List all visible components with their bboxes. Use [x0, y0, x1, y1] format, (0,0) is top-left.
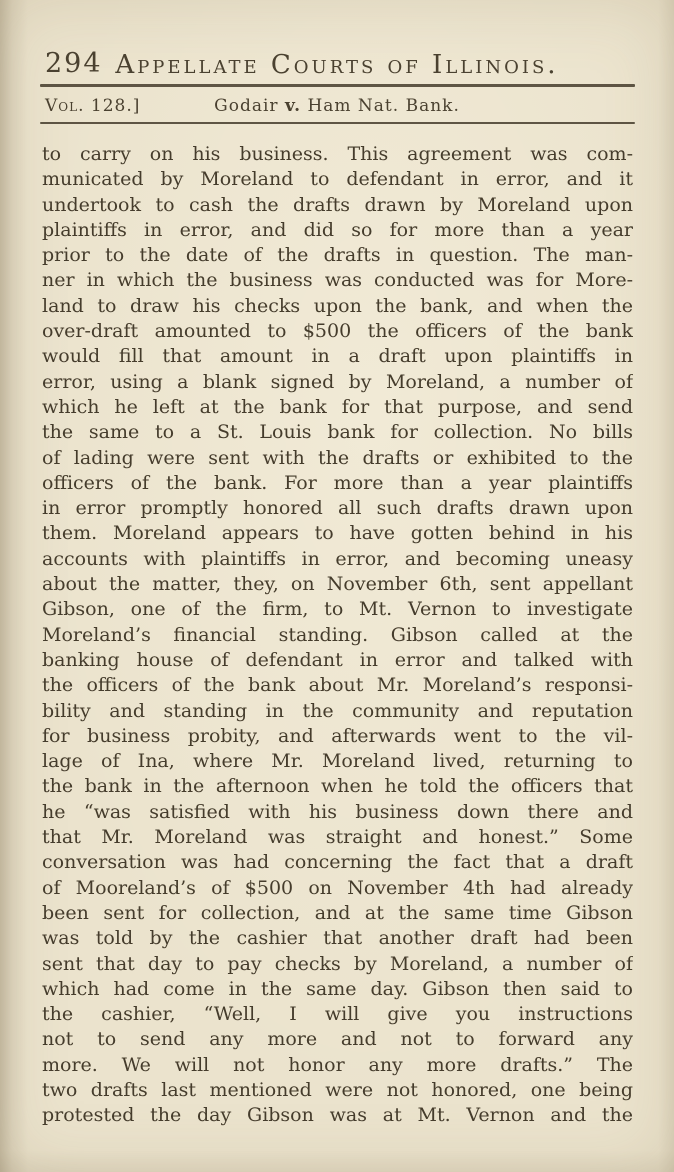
text-line: officers of the bank. For more than a year plaintiffs [42, 471, 633, 494]
text-line: error, using a blank signed by Moreland, a number of [42, 370, 633, 393]
running-title: Appellate Courts of Illinois. [115, 50, 559, 80]
text-line: Moreland’s financial standing. Gibson called at the [42, 623, 633, 646]
case-name-versus: v. [284, 96, 302, 116]
text-line: which he left at the bank for that purpose, and send [42, 395, 633, 418]
text-line: over-draft amounted to $500 the officers of the bank [42, 320, 633, 343]
text-line: not to send any more and not to forward any [42, 1028, 633, 1051]
text-line: conversation was had concerning the fact that a draft [42, 851, 633, 874]
case-name [0, 96, 674, 116]
text-line: banking house of defendant in error and talked with [42, 648, 633, 671]
text-line: the cashier, “Well, I will give you instructions [42, 1003, 633, 1026]
text-line: would fill that amount in a draft upon plaintiffs in [42, 345, 633, 368]
text-line: for business probity, and afterwards went to the vil- [42, 724, 633, 747]
text-line: accounts with plaintiffs in error, and becoming uneasy [42, 547, 633, 570]
text-line: plaintiffs in error, and did so for more than a year [42, 218, 633, 241]
text-line: of Mooreland’s of $500 on November 4th had already [42, 876, 633, 899]
text-line: Gibson, one of the firm, to Mt. Vernon to investigate [42, 598, 633, 621]
volume-label: Vol. 128.] [45, 96, 141, 116]
case-name-right: Ham Nat. Bank. [307, 96, 460, 116]
text-line: the bank in the afternoon when he told the officers that [42, 775, 633, 798]
text-line: the same to a St. Louis bank for collection. No bills [42, 421, 633, 444]
text-line: in error promptly honored all such drafts drawn upon [42, 497, 633, 520]
header-rule-bottom [40, 122, 635, 124]
header-rule-top [40, 84, 635, 87]
text-line: undertook to cash the drafts drawn by Moreland upon [42, 193, 633, 216]
text-line: protested the day Gibson was at Mt. Vernon and the [42, 1104, 633, 1127]
text-line: of lading were sent with the drafts or exhibited to the [42, 446, 633, 469]
text-line: was told by the cashier that another draft had been [42, 927, 633, 950]
text-line: to carry on his business. This agreement was com- [42, 143, 633, 165]
text-line: he “was satisfied with his business down there and [42, 800, 633, 823]
case-name-left: Godair [214, 96, 279, 116]
text-line: prior to the date of the drafts in question. The man- [42, 244, 633, 267]
text-line: more. We will not honor any more drafts.” The [42, 1053, 633, 1076]
text-line: lage of Ina, where Mr. Moreland lived, returning to [42, 750, 633, 773]
text-line: two drafts last mentioned were not honored, one being [42, 1078, 633, 1101]
text-line: about the matter, they, on November 6th, sent appellant [42, 573, 633, 596]
text-line: that Mr. Moreland was straight and honest.” Some [42, 826, 633, 849]
page-number: 294 [45, 48, 103, 79]
text-line: been sent for collection, and at the same time Gibson [42, 901, 633, 924]
text-line: which had come in the same day. Gibson then said to [42, 977, 633, 1000]
text-line: sent that day to pay checks by Moreland, a number of [42, 952, 633, 975]
text-line: ner in which the business was conducted was for More- [42, 269, 633, 292]
body-text [42, 142, 633, 1129]
text-line: municated by Moreland to defendant in error, and it [42, 168, 633, 191]
text-line: the officers of the bank about Mr. Moreland’s responsi- [42, 674, 633, 697]
text-line: them. Moreland appears to have gotten behind in his [42, 522, 633, 545]
text-line: bility and standing in the community and reputation [42, 699, 633, 722]
text-line: land to draw his checks upon the bank, and when the [42, 294, 633, 317]
